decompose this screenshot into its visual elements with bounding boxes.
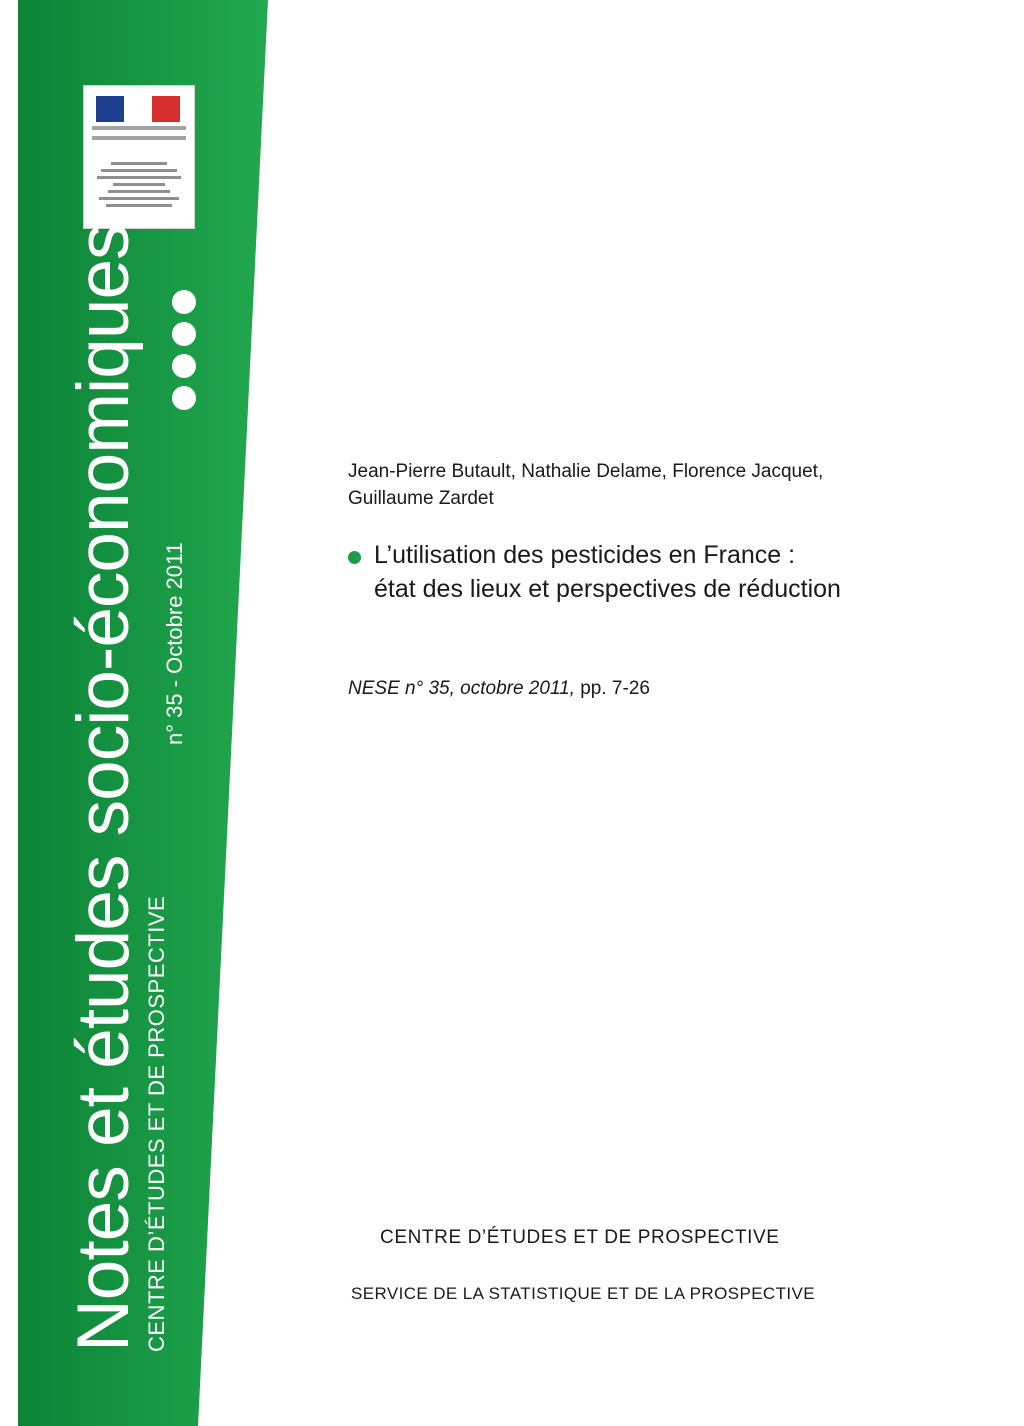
series-title: Notes et études socio-économiques <box>63 224 144 1352</box>
footer-service: SERVICE DE LA STATISTIQUE ET DE LA PROSPECTIVE <box>351 1284 815 1303</box>
citation-pages: pp. 7-26 <box>580 678 650 699</box>
issue-number: n° 35 - Octobre 2011 <box>162 542 187 745</box>
footer-centre: CENTRE D’ÉTUDES ET DE PROSPECTIVE <box>380 1227 780 1248</box>
authors-line: Guillaume Zardet <box>348 488 494 509</box>
citation <box>348 678 650 700</box>
citation-journal: NESE n° 35, octobre 2011, <box>348 678 575 699</box>
marianne-logo-icon <box>96 96 180 122</box>
authors-line: Jean-Pierre Butault, Nathalie Delame, Florence Jacquet, <box>348 461 824 482</box>
decorative-dots <box>172 290 200 418</box>
ministry-logo <box>83 85 195 229</box>
centre-name-vertical: CENTRE D’ÉTUDES ET DE PROSPECTIVE <box>144 895 169 1352</box>
bullet-icon <box>348 551 361 564</box>
title-line: L’utilisation des pesticides en France : <box>374 541 796 569</box>
title-line: état des lieux et perspectives de réduction <box>374 575 841 603</box>
authors <box>348 458 948 512</box>
